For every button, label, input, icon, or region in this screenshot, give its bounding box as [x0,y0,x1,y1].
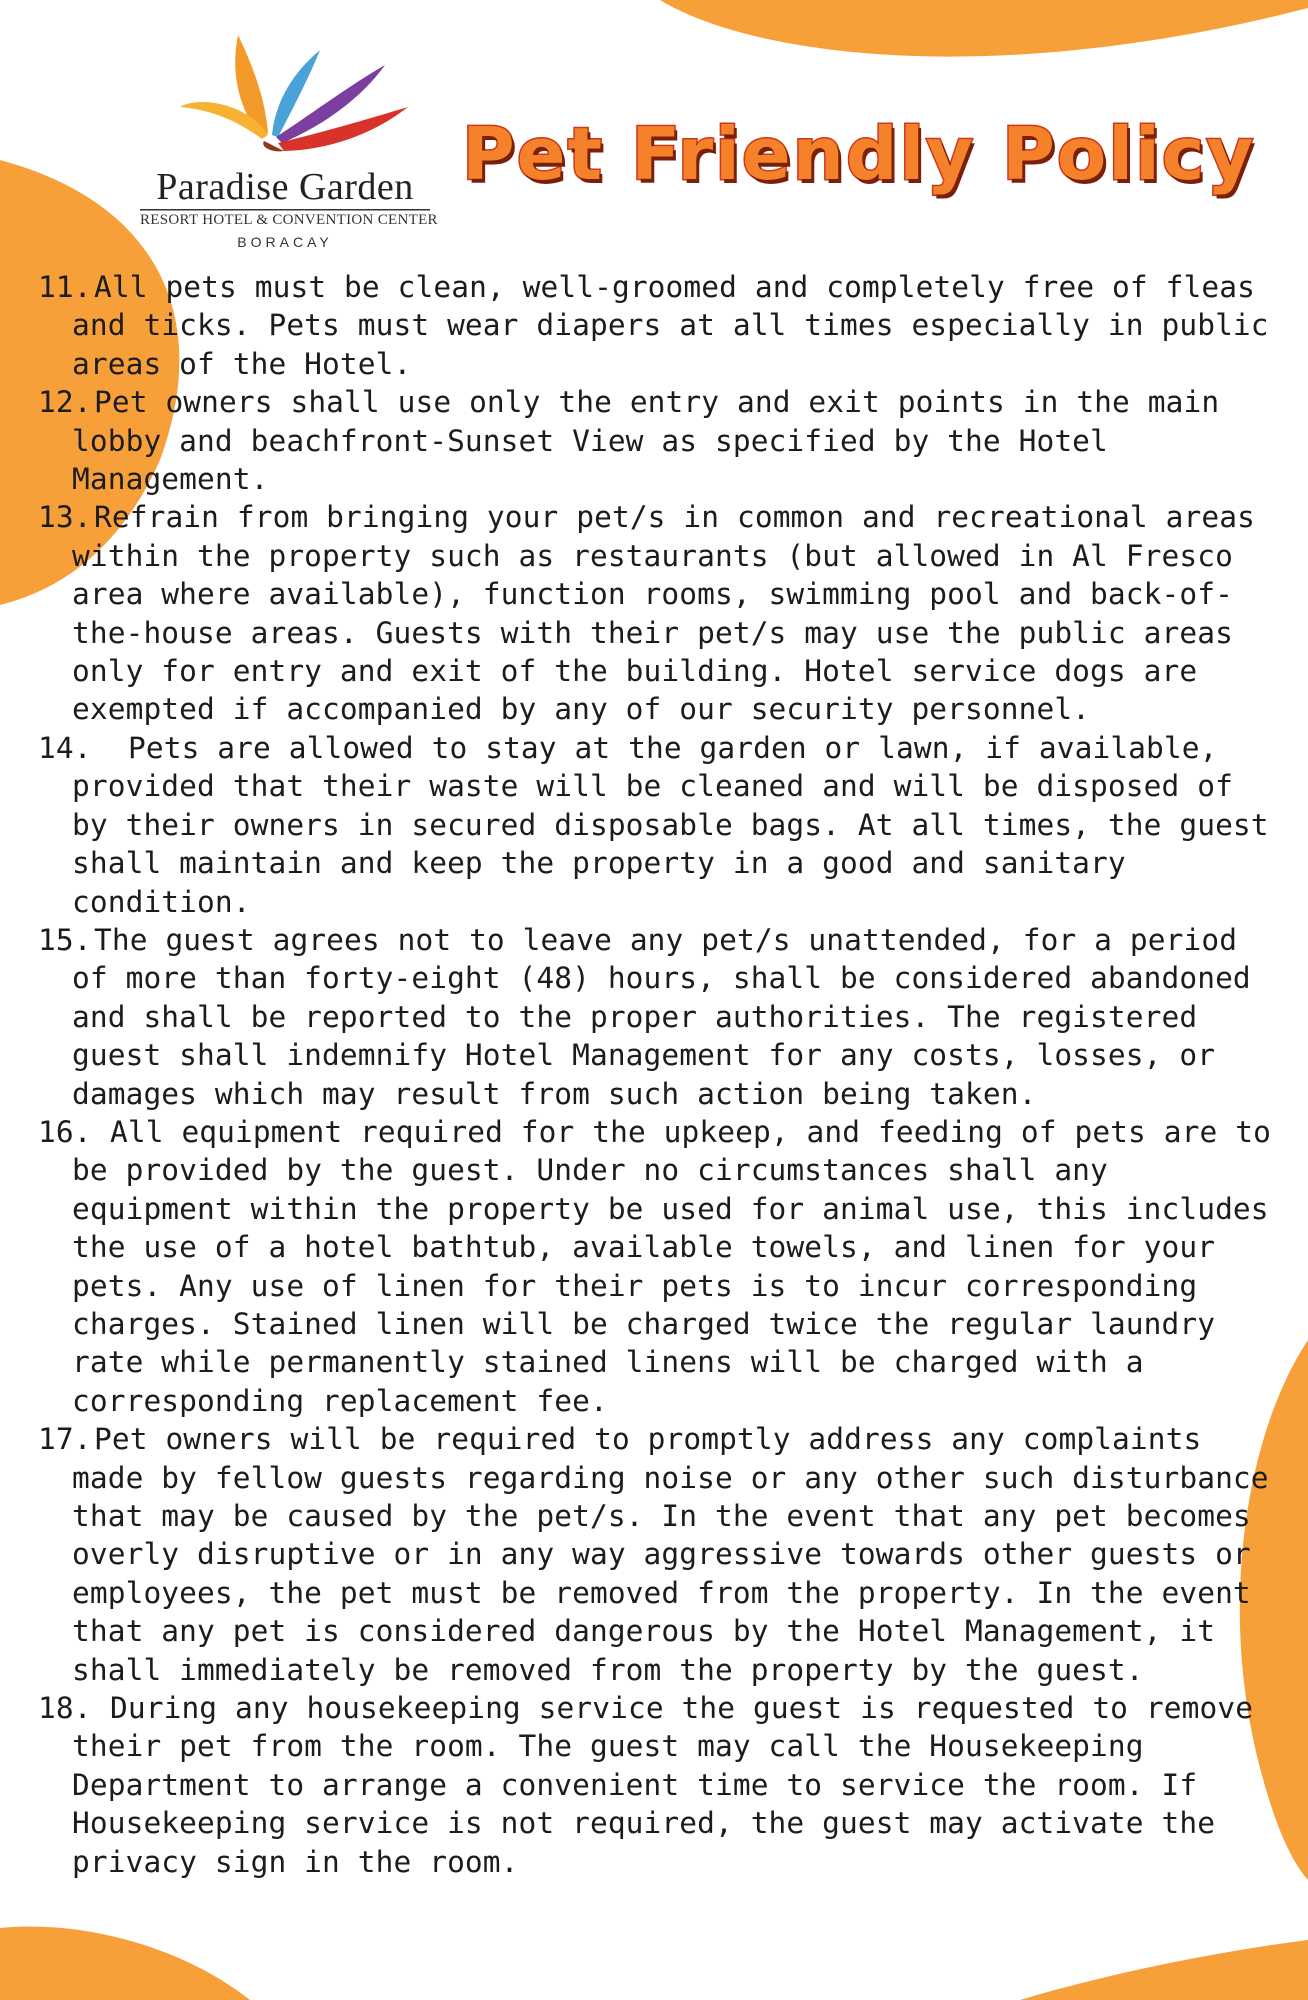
logo-subtitle: RESORT HOTEL & CONVENTION CENTER [140,212,438,228]
policy-text: During any housekeeping service the guest is requested to remove their pet from the room. The guest may call the Housekeeping Department to arrange a convenient time to service the room. If Housekeeping service is not required, the guest may activate the privacy sign in the room. [72,1691,1254,1879]
policy-text: Pets are allowed to stay at the garden or lawn, if available, provided that their waste will be cleaned and will be disposed of by their owners in secured disposable bags. At all times, the guest shall maintain and keep the property in a good and sanitary condition. [72,730,1269,919]
policy-item-18 [38,1689,1278,1881]
policy-item-14 [38,729,1278,921]
policy-text: Pet owners will be required to promptly address any complaints made by fellow guests regarding noise or any other such disturbance that may be caused by the pet/s. In the event that any pet becomes overly disruptive or in any way aggressive towards other guests or employees, the pet must be removed from the property. In the event that any pet is considered dangerous by the Hotel Management, it shall immediately be removed from the property by the guest. [72,1422,1269,1687]
policy-number: 17. [38,1422,92,1457]
policy-number: 18. [38,1691,92,1726]
policy-number: 11. [38,270,92,304]
logo-hotel-name: Paradise Garden [156,166,414,208]
policy-list [38,268,1278,1881]
policy-text: Refrain from bringing your pet/s in common and recreational areas within the property such as restaurants (but allowed in Al Fresco area where available), function rooms, swimming pool and back-of-the-house areas. Guests with their pet/s may use the public areas only for entry and exit of the building. Hotel service dogs are exempted if accompanied by any of our security personnel. [72,500,1255,727]
policy-item-12 [38,383,1278,498]
policy-number: 14. [38,730,92,765]
policy-number: 16. [38,1114,92,1149]
policy-text: All pets must be clean, well-groomed and completely free of fleas and ticks. Pets must wear diapers at all times especially in public areas of the Hotel. [72,270,1269,381]
policy-number: 13. [38,500,92,535]
policy-item-17 [38,1420,1278,1689]
top-right-swoosh [660,0,1308,80]
policy-item-13 [38,498,1278,728]
bottom-right-swoosh [1020,1940,1308,2000]
logo-location: BORACAY [237,234,333,250]
policy-item-16 [38,1113,1278,1420]
policy-item-11 [38,268,1278,383]
page-title: Pet Friendly Policy [462,112,1256,196]
bottom-left-swoosh [0,1920,260,2000]
policy-text: Pet owners shall use only the entry and exit points in the main lobby and beachfront-Sunset View as specified by the Hotel Management. [72,385,1220,497]
policy-number: 15. [38,922,92,957]
policy-number: 12. [38,385,92,420]
hotel-logo [140,15,440,250]
bird-of-paradise-logo-icon [180,15,410,155]
policy-text: All equipment required for the upkeep, and feeding of pets are to be provided by the guest. Under no circumstances shall any equipment within the property be used for animal use, this includes the use of a hotel bathtub, available towels, and linen for your pets. Any use of linen for their pets is to incur corresponding charges. Stained linen will be charged twice the regular laundry rate while permanently stained linens will be charged with a corresponding replacement fee. [72,1114,1271,1418]
policy-item-15 [38,921,1278,1113]
policy-text: The guest agrees not to leave any pet/s unattended, for a period of more than forty-eight (48) hours, shall be considered abandoned and shall be reported to the proper authorities. The registered guest shall indemnify Hotel Management for any costs, losses, or damages which may result from such action being taken. [72,922,1251,1111]
